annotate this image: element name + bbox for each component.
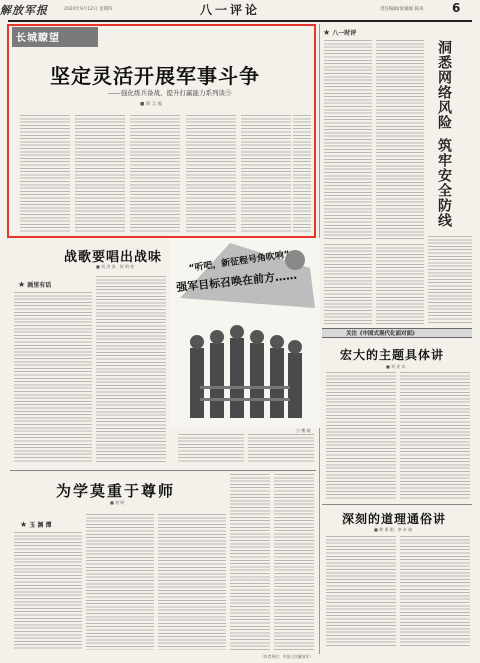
deep-body-2 — [400, 536, 470, 648]
battle-song-byline: ■ 刘 洪 涛 何 明 亮 — [96, 264, 135, 269]
deep-body-1 — [326, 536, 396, 648]
grand-body-2 — [400, 372, 470, 500]
illus-body-2 — [248, 434, 314, 462]
battle-song-headline[interactable]: 战歌要唱出战味 — [64, 250, 163, 265]
lead-subhead: ——强化练兵备战、提升打赢能力系列谈⑤ — [108, 89, 232, 97]
commentary-body-d — [376, 244, 424, 324]
lead-byline: ■ 刘 云 福 — [140, 102, 163, 107]
commentary-title-2[interactable]: 筑牢安全防线 — [436, 138, 452, 228]
deep-truth-headline[interactable]: 深刻的道理通俗讲 — [342, 512, 447, 526]
grand-theme-byline: ■ 刘 亚 东 — [386, 364, 406, 369]
illus-body-1 — [178, 434, 244, 462]
lead-body-col-1 — [20, 115, 70, 233]
commentary-tag-label: 八一时评 — [332, 30, 357, 37]
picture-talk-label: 画里有话 — [27, 282, 52, 289]
commentary-tag — [323, 28, 356, 37]
section-title: 八一评论 — [200, 3, 261, 17]
star-icon: ★ — [20, 520, 28, 529]
teacher-body-3 — [158, 514, 226, 650]
deep-truth-byline: ■ 黄 勇 刚 李 卓 瑞 — [374, 527, 413, 532]
battle-body-1 — [14, 292, 92, 462]
illustration-caption: 小 鹰 画 — [296, 428, 311, 433]
page-number: 6 — [452, 1, 461, 15]
commentary-body-b — [376, 40, 424, 240]
teacher-headline[interactable]: 为学莫重于尊师 — [56, 482, 176, 500]
teacher-byline: ■ 刘 明 — [110, 500, 125, 505]
lead-body-col-4 — [186, 115, 236, 233]
grand-theme-headline[interactable]: 宏大的主题具体讲 — [340, 348, 445, 362]
lead-body-col-2 — [75, 115, 125, 233]
battle-body-2 — [96, 276, 166, 462]
lead-headline[interactable]: 坚定灵活开展军事斗争 — [50, 64, 260, 88]
commentary-body-a — [324, 40, 372, 240]
teacher-body-1 — [14, 532, 82, 650]
teacher-body-2 — [86, 514, 154, 650]
column-tag: 长城瞭望 — [16, 33, 60, 44]
editor-credits: 责任编辑/张媛媛 陈涛 — [380, 7, 424, 12]
lead-body-col-3 — [130, 115, 180, 233]
star-icon: ★ — [18, 280, 26, 289]
issue-date: 2024年9月12日 星期四 — [64, 7, 113, 12]
illustration-banner-2: 强军目标召唤在前方…… — [175, 268, 298, 295]
teacher-body-5 — [274, 474, 314, 650]
lead-body-col-6 — [293, 115, 311, 233]
picture-talk-tag — [18, 280, 51, 289]
newspaper-logo: 解放军报 — [0, 4, 48, 17]
commentary-title-1[interactable]: 洞悉网络风险 — [436, 40, 452, 130]
lead-body-col-5 — [241, 115, 291, 233]
teacher-body-4 — [230, 474, 270, 650]
commentary-body-c — [324, 244, 372, 324]
yuyuantan-label: 玉 渊 潭 — [29, 522, 52, 529]
commentary-body-e — [428, 236, 472, 324]
bottom-divider — [10, 470, 316, 471]
section-divider — [322, 504, 472, 505]
illustration-banner-1: “听吧，新征程号角吹响” — [188, 249, 291, 274]
star-icon: ★ — [323, 28, 331, 37]
focus-bar-label: 关注《中国式现代化面对面》 — [346, 331, 418, 337]
footer-note: （作者单位：中国人民解放军） — [260, 654, 314, 659]
grand-body-1 — [326, 372, 396, 500]
yuyuantan-tag — [20, 520, 51, 529]
